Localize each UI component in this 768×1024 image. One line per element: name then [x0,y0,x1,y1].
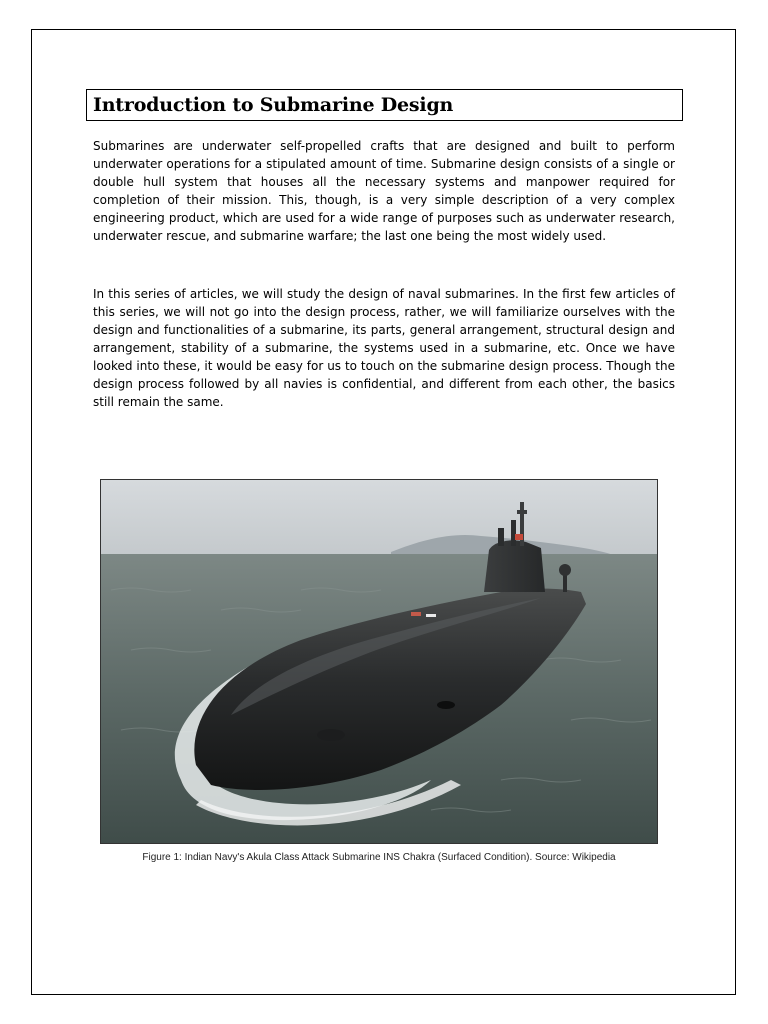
paragraph-intro: Submarines are underwater self-propelled crafts that are designed and built to perform underwater operations for a stipulated amount of time. Submarine design consists of a single or double hull system that houses all the necessary systems and manpower required for completion of their mission. This, though, is a very simple description of a very complex engineering product, which are used for a wide range of purposes such as underwater research, underwater rescue, and submarine warfare; the last one being the most widely used. [93,139,675,243]
figure-caption: Figure 1: Indian Navy's Akula Class Attack Submarine INS Chakra (Surfaced Condition). Source: Wikipedia [142,852,616,863]
paragraph-series: In this series of articles, we will study the design of naval submarines. In the first few articles of this series, we will not go into the design process, rather, we will familiarize ourselves with the design and functionalities of a submarine, its parts, general arrangement, structural design and arrangement, stability of a submarine, the systems used in a submarine, etc. Once we have looked into these, it would be easy for us to touch on the submarine design process. Though the design process followed by all navies is confidential, and different from each other, the basics still remain the same. [93,287,675,409]
title-box [86,89,683,121]
document-title: Introduction to Submarine Design [93,94,454,116]
submarine-photo [100,479,658,844]
